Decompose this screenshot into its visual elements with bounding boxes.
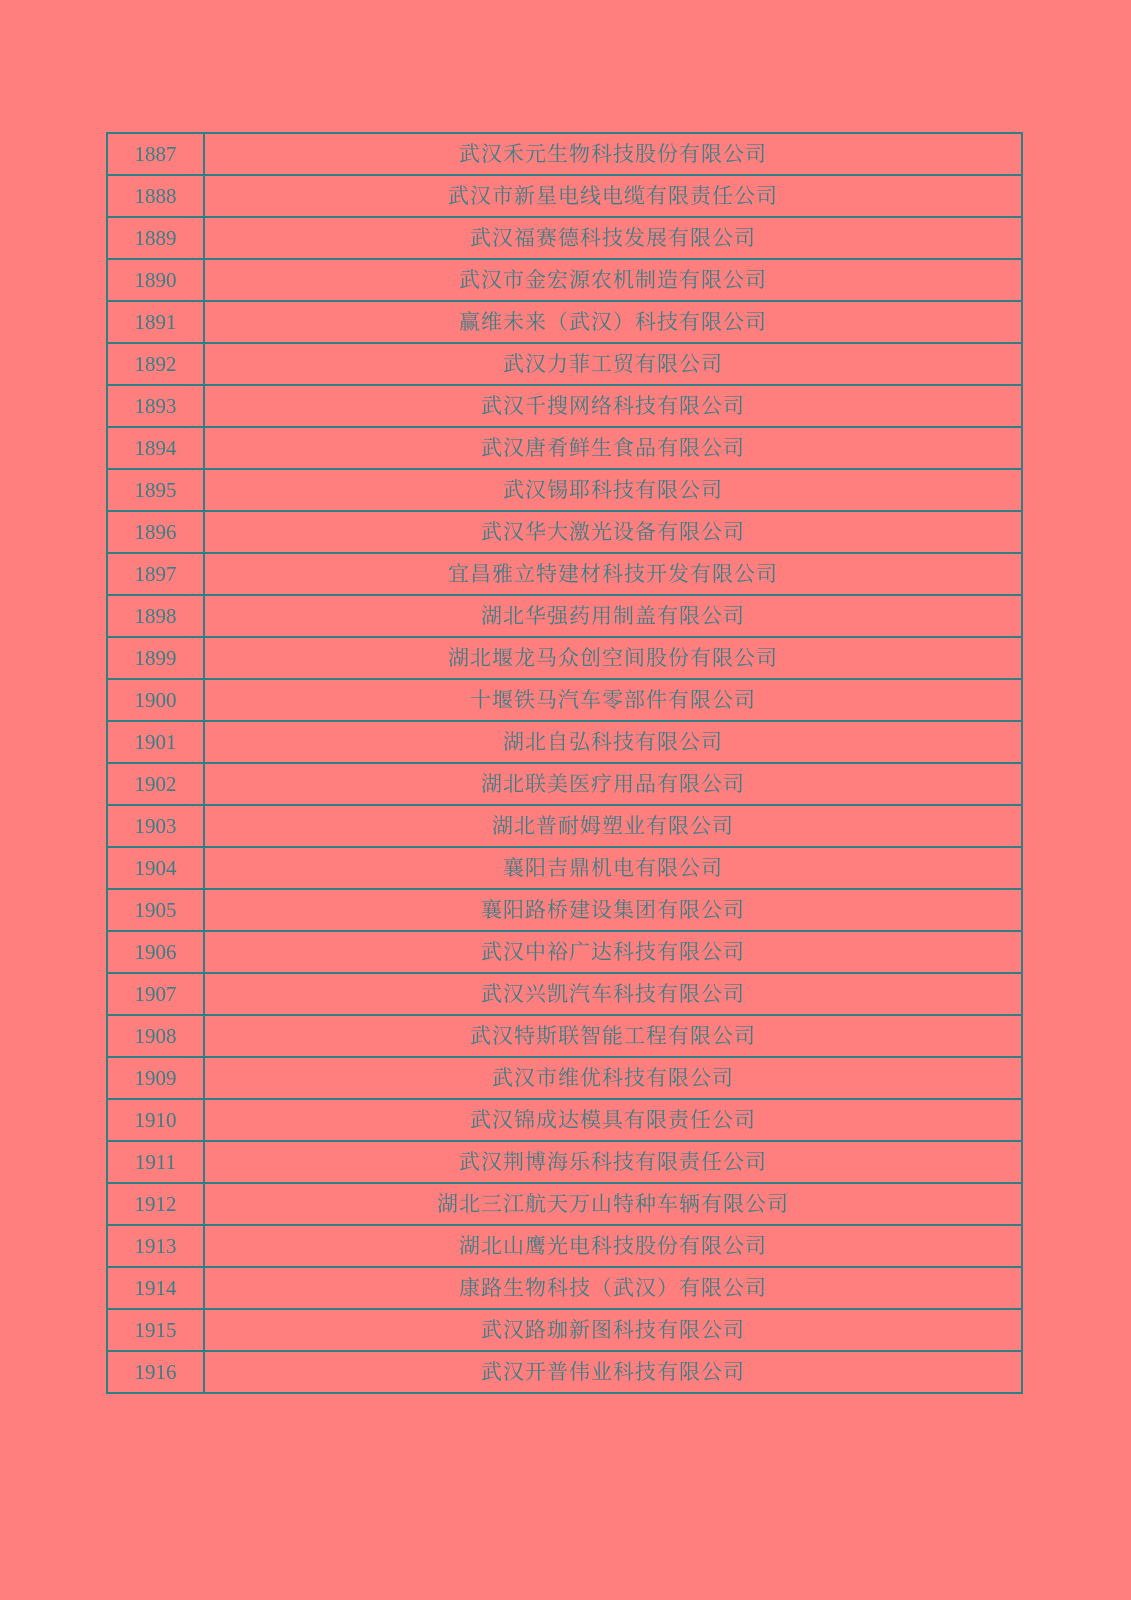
company-name-cell: 武汉兴凯汽车科技有限公司 xyxy=(204,973,1022,1015)
row-number-cell: 1908 xyxy=(107,1015,204,1057)
row-number-cell: 1892 xyxy=(107,343,204,385)
table-row xyxy=(107,889,1022,931)
company-name-cell: 武汉路珈新图科技有限公司 xyxy=(204,1309,1022,1351)
table-row xyxy=(107,385,1022,427)
company-name-cell: 襄阳吉鼎机电有限公司 xyxy=(204,847,1022,889)
row-number-cell: 1889 xyxy=(107,217,204,259)
row-number-cell: 1899 xyxy=(107,637,204,679)
company-name-cell: 湖北山鹰光电科技股份有限公司 xyxy=(204,1225,1022,1267)
table-row xyxy=(107,1099,1022,1141)
table-row xyxy=(107,427,1022,469)
row-number-cell: 1906 xyxy=(107,931,204,973)
company-name-cell: 湖北三江航天万山特种车辆有限公司 xyxy=(204,1183,1022,1225)
table-row xyxy=(107,973,1022,1015)
row-number-cell: 1903 xyxy=(107,805,204,847)
row-number-cell: 1890 xyxy=(107,259,204,301)
company-name-cell: 武汉唐肴鲜生食品有限公司 xyxy=(204,427,1022,469)
table-row xyxy=(107,805,1022,847)
row-number-cell: 1910 xyxy=(107,1099,204,1141)
row-number-cell: 1901 xyxy=(107,721,204,763)
table-body xyxy=(107,133,1022,1393)
company-name-cell: 武汉锡耶科技有限公司 xyxy=(204,469,1022,511)
row-number-cell: 1915 xyxy=(107,1309,204,1351)
table-row xyxy=(107,259,1022,301)
company-name-cell: 湖北堰龙马众创空间股份有限公司 xyxy=(204,637,1022,679)
company-name-cell: 武汉千搜网络科技有限公司 xyxy=(204,385,1022,427)
company-name-cell: 武汉锦成达模具有限责任公司 xyxy=(204,1099,1022,1141)
row-number-cell: 1905 xyxy=(107,889,204,931)
row-number-cell: 1888 xyxy=(107,175,204,217)
table-row xyxy=(107,721,1022,763)
company-name-cell: 武汉市金宏源农机制造有限公司 xyxy=(204,259,1022,301)
table-row xyxy=(107,931,1022,973)
company-name-cell: 武汉市维优科技有限公司 xyxy=(204,1057,1022,1099)
table-row xyxy=(107,1351,1022,1393)
table-row xyxy=(107,217,1022,259)
row-number-cell: 1904 xyxy=(107,847,204,889)
row-number-cell: 1913 xyxy=(107,1225,204,1267)
table-row xyxy=(107,1057,1022,1099)
company-list-table xyxy=(106,132,1023,1394)
row-number-cell: 1902 xyxy=(107,763,204,805)
row-number-cell: 1895 xyxy=(107,469,204,511)
row-number-cell: 1914 xyxy=(107,1267,204,1309)
company-name-cell: 康路生物科技（武汉）有限公司 xyxy=(204,1267,1022,1309)
company-name-cell: 武汉特斯联智能工程有限公司 xyxy=(204,1015,1022,1057)
company-name-cell: 湖北华强药用制盖有限公司 xyxy=(204,595,1022,637)
table-row xyxy=(107,637,1022,679)
company-name-cell: 襄阳路桥建设集团有限公司 xyxy=(204,889,1022,931)
table-row xyxy=(107,679,1022,721)
table-row xyxy=(107,301,1022,343)
table-row xyxy=(107,175,1022,217)
row-number-cell: 1897 xyxy=(107,553,204,595)
row-number-cell: 1887 xyxy=(107,133,204,175)
company-name-cell: 武汉市新星电线电缆有限责任公司 xyxy=(204,175,1022,217)
company-name-cell: 湖北自弘科技有限公司 xyxy=(204,721,1022,763)
table-row xyxy=(107,1267,1022,1309)
company-name-cell: 宜昌雅立特建材科技开发有限公司 xyxy=(204,553,1022,595)
table-row xyxy=(107,1015,1022,1057)
row-number-cell: 1894 xyxy=(107,427,204,469)
row-number-cell: 1896 xyxy=(107,511,204,553)
row-number-cell: 1898 xyxy=(107,595,204,637)
table-row xyxy=(107,1225,1022,1267)
row-number-cell: 1909 xyxy=(107,1057,204,1099)
company-name-cell: 赢维未来（武汉）科技有限公司 xyxy=(204,301,1022,343)
table-row xyxy=(107,469,1022,511)
company-name-cell: 武汉力菲工贸有限公司 xyxy=(204,343,1022,385)
table-row xyxy=(107,133,1022,175)
company-name-cell: 武汉荆博海乐科技有限责任公司 xyxy=(204,1141,1022,1183)
row-number-cell: 1911 xyxy=(107,1141,204,1183)
table-row xyxy=(107,1183,1022,1225)
company-name-cell: 湖北普耐姆塑业有限公司 xyxy=(204,805,1022,847)
row-number-cell: 1891 xyxy=(107,301,204,343)
company-name-cell: 武汉中裕广达科技有限公司 xyxy=(204,931,1022,973)
company-name-cell: 武汉开普伟业科技有限公司 xyxy=(204,1351,1022,1393)
table-row xyxy=(107,553,1022,595)
table-row xyxy=(107,595,1022,637)
company-name-cell: 十堰铁马汽车零部件有限公司 xyxy=(204,679,1022,721)
table-row xyxy=(107,847,1022,889)
row-number-cell: 1907 xyxy=(107,973,204,1015)
table-row xyxy=(107,1141,1022,1183)
table-row xyxy=(107,763,1022,805)
row-number-cell: 1916 xyxy=(107,1351,204,1393)
row-number-cell: 1893 xyxy=(107,385,204,427)
row-number-cell: 1912 xyxy=(107,1183,204,1225)
row-number-cell: 1900 xyxy=(107,679,204,721)
company-name-cell: 湖北联美医疗用品有限公司 xyxy=(204,763,1022,805)
table-row xyxy=(107,1309,1022,1351)
company-name-cell: 武汉福赛德科技发展有限公司 xyxy=(204,217,1022,259)
company-name-cell: 武汉华大激光设备有限公司 xyxy=(204,511,1022,553)
table-row xyxy=(107,511,1022,553)
table-row xyxy=(107,343,1022,385)
company-name-cell: 武汉禾元生物科技股份有限公司 xyxy=(204,133,1022,175)
